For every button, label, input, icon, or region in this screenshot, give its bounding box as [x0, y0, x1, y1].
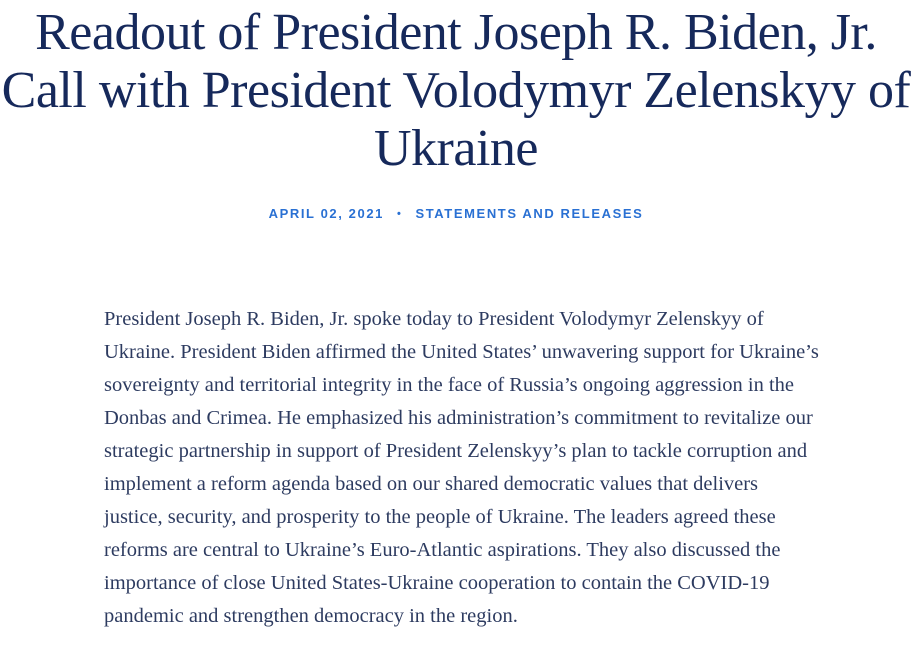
article-meta — [0, 206, 912, 221]
publish-date: APRIL 02, 2021 — [268, 206, 384, 221]
article-paragraph: President Joseph R. Biden, Jr. spoke today to President Volodymyr Zelenskyy of Ukraine. President Biden affirmed the United States’ unwavering support for Ukraine’s sovereignty and territorial integrity in the face of Russia’s ongoing aggression in the Donbas and Crimea. He emphasized his administration’s commitment to revitalize our strategic partnership in support of President Zelenskyy’s plan to tackle corruption and implement a reform agenda based on our shared democratic values that delivers justice, security, and prosperity to the people of Ukraine. The leaders agreed these reforms are central to Ukraine’s Euro-Atlantic aspirations. They also discussed the importance of close United States-Ukraine cooperation to contain the COVID-19 pandemic and strengthen democracy in the region. — [104, 308, 819, 627]
article-body — [104, 303, 820, 633]
meta-separator-dot: • — [396, 208, 403, 220]
category-link-statements-and-releases[interactable]: STATEMENTS AND RELEASES — [415, 206, 644, 221]
page-title: Readout of President Joseph R. Biden, Jr. Call with President Volodymyr Zelenskyy of Ukraine — [1, 4, 911, 177]
